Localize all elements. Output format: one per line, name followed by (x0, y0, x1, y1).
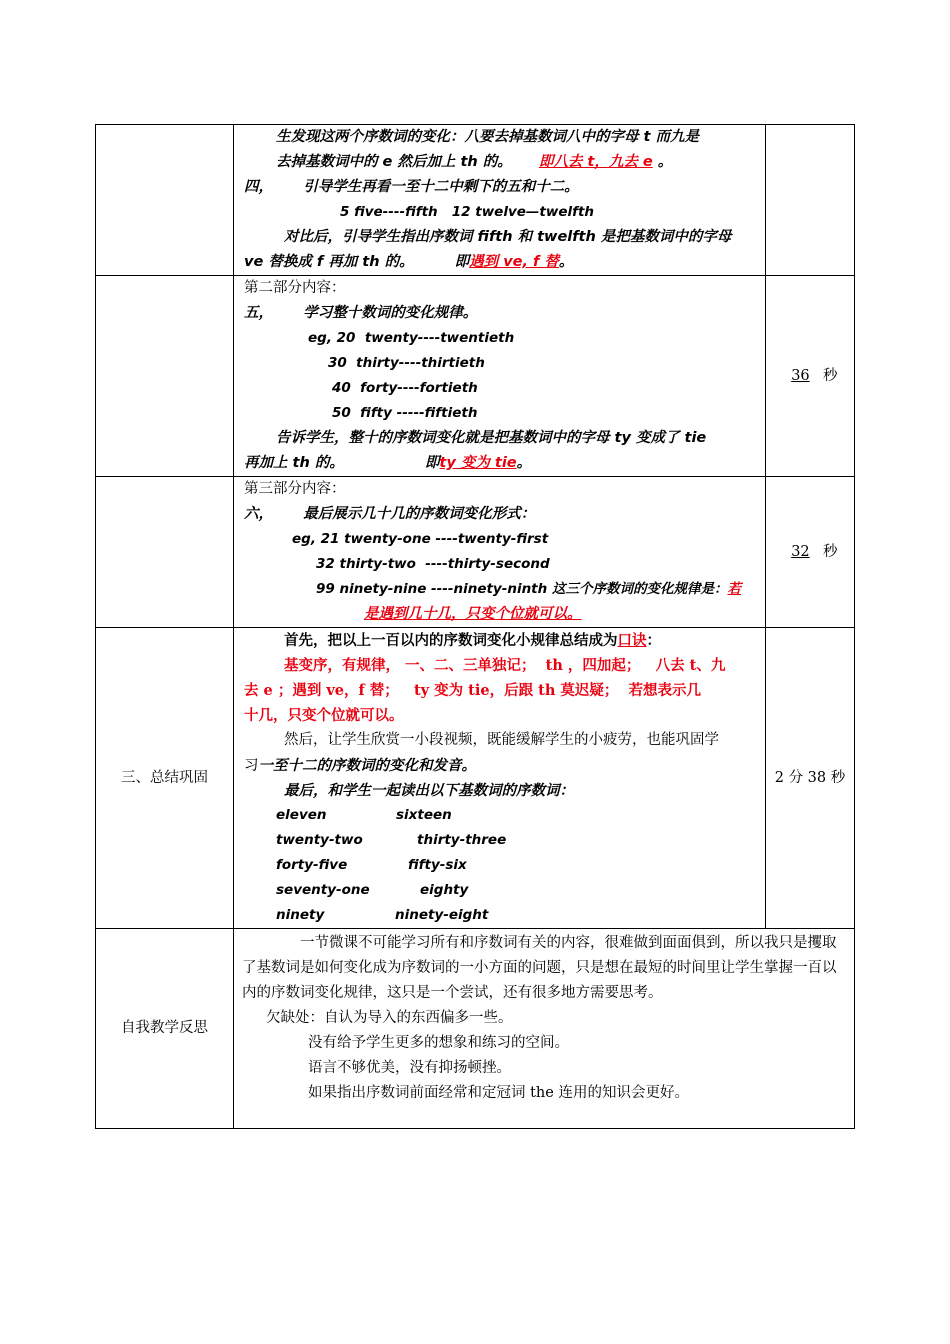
text-line: eg, 21 twenty-one ----twenty-first (292, 531, 549, 547)
red-highlight: 遇到 ve, f 替 (469, 254, 559, 270)
time-cell (766, 125, 855, 276)
word-row (240, 853, 759, 878)
time-unit: 秒 (823, 543, 838, 560)
text-span: 。 (516, 455, 532, 471)
text-span: ve 替换成 f 再加 th 的。 (244, 254, 414, 270)
text-line (240, 628, 759, 653)
word-row (240, 828, 759, 853)
lesson-plan-table (95, 124, 855, 1129)
table-row (96, 628, 855, 929)
reflection-line: 欠缺处：自认为导入的东西偏多一些。 (266, 1010, 513, 1026)
time-cell (766, 276, 855, 477)
text-span: 。 (657, 154, 673, 170)
word-row (240, 803, 759, 828)
text-line: 四， 引导学生再看一至十二中剩下的五和十二。 (244, 179, 579, 195)
text-line: 30 thirty----thirtieth (328, 355, 485, 371)
text-line: 生发现这两个序数词的变化：八要去掉基数词八中的字母 t 而九是 (276, 129, 700, 145)
red-highlight: 口诀 (617, 632, 647, 649)
rhyme-line: 基变序，有规律， 一、二、三单独记； th ，四加起； 八去 t、九 (284, 657, 726, 674)
text-line: 告诉学生，整十的序数词变化就是把基数词中的字母 ty 变成了 tie (276, 430, 707, 446)
table-row (96, 276, 855, 477)
word-item: eighty (420, 882, 469, 898)
text-span: 即 (454, 254, 470, 270)
stage-cell (96, 276, 234, 477)
text-line (240, 602, 759, 627)
word-row (240, 878, 759, 903)
word-item: eleven (276, 807, 327, 823)
table-row (96, 929, 855, 1129)
word-item: ninety (276, 907, 325, 923)
section-heading: 第三部分内容： (244, 481, 346, 497)
text-span: 99 ninety-nine ----ninety-ninth 这三个序数词的变化规律是： (316, 581, 728, 597)
text-line (240, 250, 759, 275)
word-item: ninety-eight (395, 907, 489, 923)
word-item: fifty-six (408, 857, 467, 873)
word-item: thirty-three (417, 832, 507, 848)
time-cell: 2 分 38 秒 (766, 628, 855, 929)
reflection-cell (234, 929, 855, 1129)
word-item: seventy-one (276, 882, 370, 898)
text-line: 对比后，引导学生指出序数词 fifth 和 twelfth 是把基数词中的字母 (284, 229, 732, 245)
text-line: 然后，让学生欣赏一小段视频，既能缓解学生的小疲劳，也能巩固学 (284, 732, 719, 748)
text-line: 六， 最后展示几十几的序数词变化形式： (244, 506, 536, 522)
text-line: 最后，和学生一起读出以下基数词的序数词： (284, 782, 574, 799)
content-cell (234, 628, 766, 929)
text-span: 。 (558, 254, 574, 270)
red-highlight: 即八去 t，九去 e (538, 154, 653, 170)
stage-cell (96, 477, 234, 628)
text-line (240, 451, 759, 476)
text-line (240, 753, 759, 778)
text-span: 习 (244, 758, 259, 774)
table-row (96, 125, 855, 276)
time-cell (766, 477, 855, 628)
word-item: sixteen (396, 807, 452, 823)
content-cell (234, 477, 766, 628)
content-cell (234, 125, 766, 276)
text-line: 5 five----fifth 12 twelve—twelfth (340, 204, 595, 220)
content-cell (234, 276, 766, 477)
reflection-line: 如果指出序数词前面经常和定冠词 the 连用的知识会更好。 (308, 1085, 689, 1101)
stage-label: 三、总结巩固 (96, 628, 234, 929)
text-span: ： (646, 632, 661, 649)
red-highlight: 是遇到几十几，只变个位就可以。 (364, 606, 582, 622)
red-highlight: ty 变为 tie (439, 455, 517, 471)
text-span: 即 (424, 455, 440, 471)
reflection-line: 没有给予学生更多的想象和练习的空间。 (308, 1035, 569, 1051)
section-heading: 第二部分内容： (244, 280, 346, 296)
text-span: 去掉基数词中的 e 然后加上 th 的。 (276, 154, 512, 170)
time-value: 32 (791, 543, 810, 560)
reflection-paragraph: 一节微课不可能学习所有和序数词有关的内容，很难做到面面俱到，所以我只是攫取了基数词是如何变化成为序数词的一小方面的问题，只是想在最短的时间里让学生掌握一百以内的序数词变化规律，这只是一个尝试，还有很多地方需要思考。 (242, 935, 837, 1001)
text-line: eg, 20 twenty----twentieth (308, 330, 515, 346)
stage-label: 自我教学反思 (96, 929, 234, 1129)
table-row (96, 477, 855, 628)
word-item: forty-five (276, 857, 348, 873)
text-line: 五， 学习整十数词的变化规律。 (244, 305, 478, 321)
red-highlight: 若 (727, 581, 741, 597)
text-line: 32 thirty-two ----thirty-second (316, 556, 550, 572)
text-span: 一至十二的序数词的变化和发音。 (258, 757, 476, 774)
text-span: 首先，把以上一百以内的序数词变化小规律总结成为 (284, 632, 618, 649)
word-row (240, 903, 759, 928)
text-line: 50 fifty -----fiftieth (332, 405, 478, 421)
rhyme-line: 十几，只变个位就可以。 (244, 707, 404, 724)
time-value: 36 (791, 367, 810, 384)
text-line (240, 577, 759, 602)
text-line: 40 forty----fortieth (332, 380, 478, 396)
stage-cell (96, 125, 234, 276)
reflection-line: 语言不够优美，没有抑扬顿挫。 (308, 1060, 511, 1076)
time-unit: 秒 (823, 367, 838, 384)
word-item: twenty-two (276, 832, 363, 848)
rhyme-line: 去 e ；遇到 ve，f 替； ty 变为 tie，后跟 th 莫迟疑； 若想表示几 (244, 682, 702, 699)
text-line (240, 150, 759, 175)
text-span: 再加上 th 的。 (244, 455, 344, 471)
